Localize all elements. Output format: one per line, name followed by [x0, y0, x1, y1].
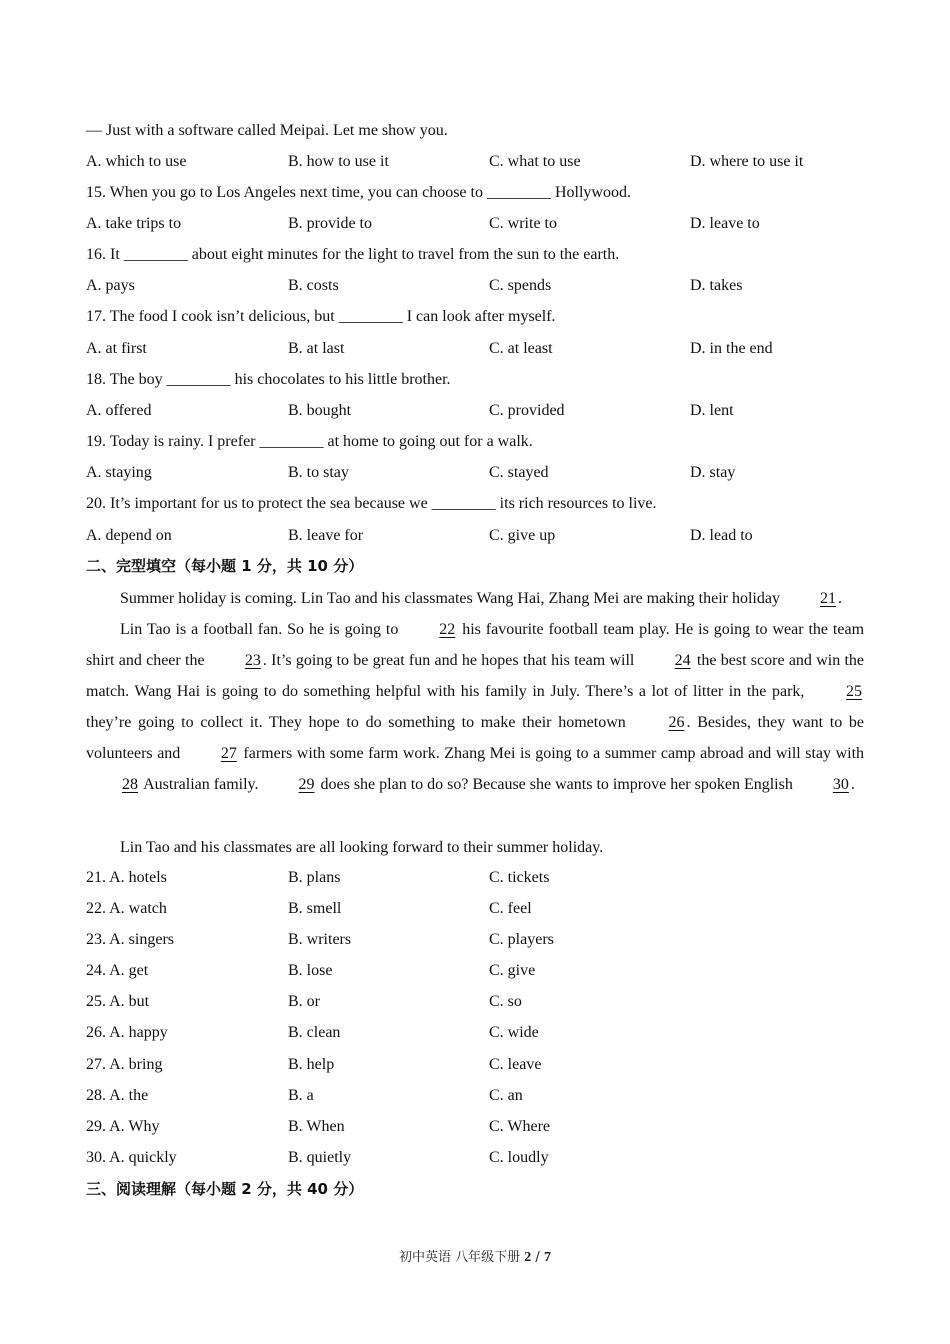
q15-option-a: A. take trips to [86, 215, 182, 232]
blank-21: 21 [819, 590, 836, 607]
q18-option-b: B. bought [288, 402, 352, 419]
q16-option-b: B. costs [288, 277, 339, 294]
cloze-27-a: 27. A. bring [86, 1056, 163, 1073]
section-3-heading: 三、阅读理解（每小题 2 分，共 40 分） [86, 1180, 364, 1198]
passage-text: . Besides, they want to be volunteers and [86, 714, 865, 763]
blank-25: 25 [846, 683, 862, 701]
cloze-22-c: C. feel [489, 900, 532, 917]
cloze-26-b: B. clean [288, 1024, 341, 1041]
q16-option-d: D. takes [690, 277, 743, 294]
passage-text: Lin Tao is a football fan. So he is going to [120, 621, 399, 638]
q15-option-d: D. leave to [690, 215, 760, 232]
cloze-24-c: C. give [489, 962, 536, 979]
cloze-26-c: C. wide [489, 1024, 539, 1041]
q17-option-a: A. at first [86, 340, 147, 357]
passage-text: the best score and win the match. Wang Hai is going to do something helpful with his family in July. There’s a lot of litter in the park, [86, 652, 865, 701]
passage-text: his favourite football team play. He is going to wear the team shirt and cheer the [86, 621, 865, 670]
cloze-25-b: B. or [288, 993, 320, 1010]
passage-text: Summer holiday is coming. Lin Tao and his classmates Wang Hai, Zhang Mei are making their holiday [120, 590, 780, 607]
cloze-25-c: C. so [489, 993, 522, 1010]
cloze-21-a: 21. A. hotels [86, 869, 167, 886]
cloze-21-c: C. tickets [489, 869, 550, 886]
q16-option-a: A. pays [86, 277, 135, 294]
cloze-28-c: C. an [489, 1087, 523, 1104]
q16-option-c: C. spends [489, 277, 552, 294]
passage-text: does she plan to do so? Because she wants to improve her spoken English [320, 776, 793, 794]
footer-separator: / [531, 1250, 544, 1265]
passage-paragraph-1 [86, 583, 864, 614]
q19-option-d: D. stay [690, 464, 736, 481]
q14-answer-line: — Just with a software called Meipai. Let me show you. [86, 122, 448, 139]
q15-option-c: C. write to [489, 215, 557, 232]
blank-22: 22 [439, 621, 456, 638]
passage-paragraph-2 [86, 614, 864, 801]
q20-option-a: A. depend on [86, 527, 172, 544]
cloze-23-b: B. writers [288, 931, 352, 948]
page-footer [0, 1246, 950, 1266]
blank-26: 26 [668, 714, 685, 732]
cloze-30-b: B. quietly [288, 1149, 352, 1166]
q14-option-b: B. how to use it [288, 153, 389, 170]
q18-stem: 18. The boy ________ his chocolates to his little brother. [86, 371, 451, 388]
q19-stem: 19. Today is rainy. I prefer ________ at home to going out for a walk. [86, 433, 533, 450]
q16-stem: 16. It ________ about eight minutes for the light to travel from the sun to the earth. [86, 246, 620, 263]
cloze-29-b: B. When [288, 1118, 345, 1135]
passage-text: farmers with some farm work. Zhang Mei is going to a summer camp abroad and will stay with [243, 745, 865, 763]
blank-30: 30 [832, 776, 849, 794]
q17-option-d: D. in the end [690, 340, 773, 357]
cloze-25-a: 25. A. but [86, 993, 150, 1010]
cloze-24-a: 24. A. get [86, 962, 149, 979]
blank-24: 24 [674, 652, 691, 670]
cloze-26-a: 26. A. happy [86, 1024, 168, 1041]
page-total: 7 [543, 1250, 551, 1265]
cloze-28-b: B. a [288, 1087, 314, 1104]
q20-stem: 20. It’s important for us to protect the sea because we ________ its rich resources to live. [86, 495, 657, 512]
cloze-30-a: 30. A. quickly [86, 1149, 177, 1166]
passage-text: Australian family. [143, 776, 259, 794]
q18-option-a: A. offered [86, 402, 152, 419]
passage-text: they’re going to collect it. They hope to do something to make their hometown [86, 714, 626, 732]
q19-option-b: B. to stay [288, 464, 349, 481]
cloze-29-a: 29. A. Why [86, 1118, 160, 1135]
passage-paragraph-3: Lin Tao and his classmates are all looking forward to their summer holiday. [120, 839, 604, 856]
q19-option-a: A. staying [86, 464, 152, 481]
q14-option-c: C. what to use [489, 153, 581, 170]
cloze-24-b: B. lose [288, 962, 333, 979]
blank-28: 28 [122, 776, 138, 794]
q17-option-b: B. at last [288, 340, 345, 357]
q20-option-d: D. lead to [690, 527, 753, 544]
footer-text: 初中英语 八年级下册 [399, 1250, 525, 1265]
cloze-22-a: 22. A. watch [86, 900, 167, 917]
cloze-30-c: C. loudly [489, 1149, 549, 1166]
page-number: 2 [524, 1250, 532, 1265]
cloze-27-c: C. leave [489, 1056, 542, 1073]
q20-option-b: B. leave for [288, 527, 364, 544]
blank-27: 27 [220, 745, 237, 763]
q14-option-d: D. where to use it [690, 153, 804, 170]
cloze-22-b: B. smell [288, 900, 342, 917]
cloze-28-a: 28. A. the [86, 1087, 149, 1104]
cloze-29-c: C. Where [489, 1118, 551, 1135]
cloze-23-c: C. players [489, 931, 554, 948]
q18-option-c: C. provided [489, 402, 565, 419]
cloze-23-a: 23. A. singers [86, 931, 174, 948]
passage-text: . It’s going to be great fun and he hopes that his team will [262, 652, 635, 670]
q17-option-c: C. at least [489, 340, 553, 357]
blank-29: 29 [298, 776, 315, 794]
q15-stem: 15. When you go to Los Angeles next time, you can choose to ________ Hollywood. [86, 184, 631, 201]
q15-option-b: B. provide to [288, 215, 372, 232]
blank-23: 23 [244, 652, 261, 670]
q19-option-c: C. stayed [489, 464, 549, 481]
q18-option-d: D. lent [690, 402, 734, 419]
cloze-21-b: B. plans [288, 869, 341, 886]
cloze-27-b: B. help [288, 1056, 335, 1073]
q14-option-a: A. which to use [86, 153, 187, 170]
q20-option-c: C. give up [489, 527, 556, 544]
passage-text: . [850, 776, 855, 794]
passage-text: . [837, 590, 842, 607]
q17-stem: 17. The food I cook isn’t delicious, but ________ I can look after myself. [86, 308, 556, 325]
section-2-heading: 二、完型填空（每小题 1 分，共 10 分） [86, 557, 364, 575]
